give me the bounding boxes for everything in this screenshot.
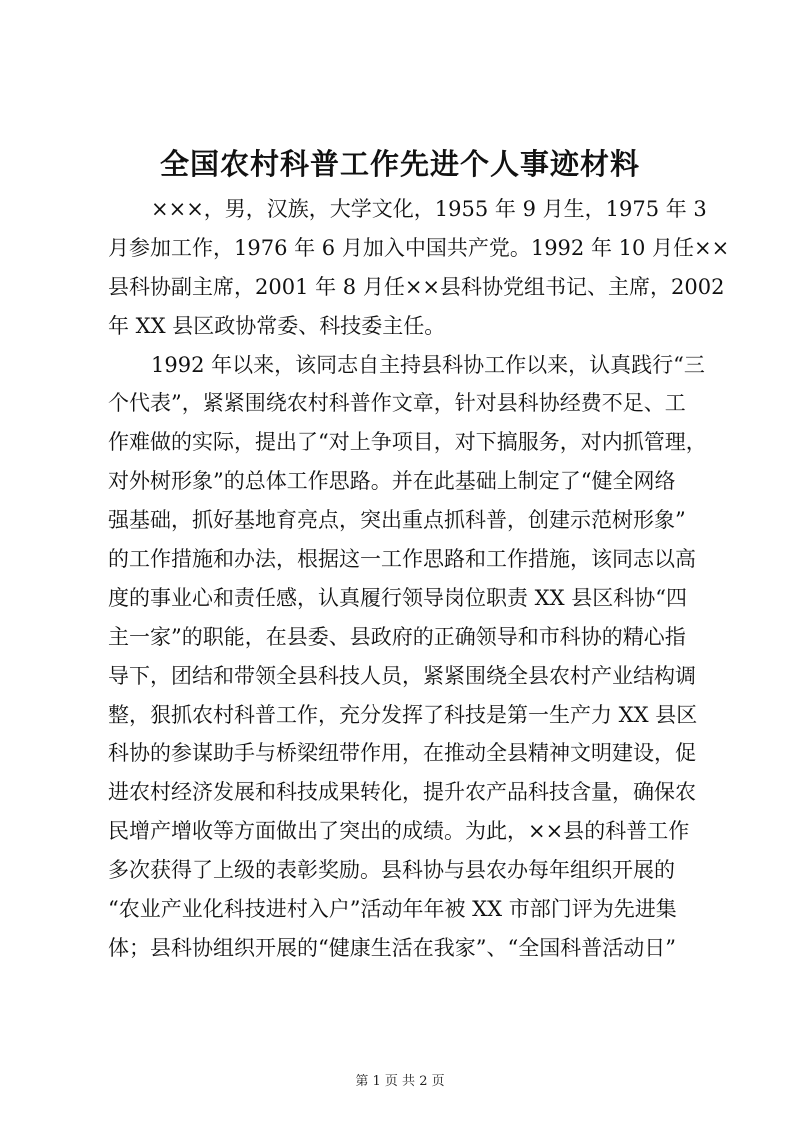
body-line: 整，狠抓农村科普工作，充分发挥了科技是第一生产力 XX 县区 — [108, 702, 698, 727]
page-footer: 第 1 页 共 2 页 — [355, 1074, 445, 1089]
body-line: 体；县科协组织开展的“健康生活在我家”、“全国科普活动日” — [108, 935, 676, 960]
body-line: 进农村经济发展和科技成果转化，提升农产品科技含量，确保农 — [108, 780, 696, 805]
body-line: 度的事业心和责任感，认真履行领导岗位职责 XX 县区科协“四 — [108, 585, 687, 610]
document-body — [108, 190, 730, 968]
body-line: 个代表”，紧紧围绕农村科普作文章，针对县科协经费不足、工 — [108, 391, 686, 416]
body-line: 作难做的实际，提出了“对上争项目，对下搞服务，对内抓管理， — [108, 430, 707, 455]
body-line: 1992 年以来，该同志自主持县科协工作以来，认真践行“三 — [151, 352, 705, 377]
document-title: 全国农村科普工作先进个人事迹材料 — [159, 147, 640, 181]
body-line: 县科协副主席，2001 年 8 月任××县科协党组书记、主席，2002 — [108, 274, 725, 299]
body-line: 对外树形象”的总体工作思路。并在此基础上制定了“健全网络 — [108, 469, 676, 494]
body-line: 月参加工作，1976 年 6 月加入中国共产党。1992 年 10 月任×× — [108, 235, 730, 260]
body-line: 民增产增收等方面做出了突出的成绩。为此，××县的科普工作 — [108, 819, 690, 844]
body-line: 的工作措施和办法，根据这一工作思路和工作措施，该同志以高 — [108, 547, 696, 572]
body-line: 主一家”的职能，在县委、县政府的正确领导和市科协的精心指 — [108, 624, 686, 649]
body-line: 年 XX 县区政协常委、科技委主任。 — [108, 313, 446, 338]
body-line: 多次获得了上级的表彰奖励。县科协与县农办每年组织开展的 — [108, 858, 675, 883]
body-line: 导下，团结和带领全县科技人员，紧紧围绕全县农村产业结构调 — [108, 663, 696, 688]
body-line: 科协的参谋助手与桥梁纽带作用，在推动全县精神文明建设，促 — [108, 741, 696, 766]
body-line: ×××，男，汉族，大学文化，1955 年 9 月生，1975 年 3 — [151, 197, 707, 221]
body-line: “农业产业化科技进村入户”活动年年被 XX 市部门评为先进集 — [108, 897, 677, 922]
body-line: 强基础，抓好基地育亮点，突出重点抓科普，创建示范树形象” — [108, 508, 686, 533]
